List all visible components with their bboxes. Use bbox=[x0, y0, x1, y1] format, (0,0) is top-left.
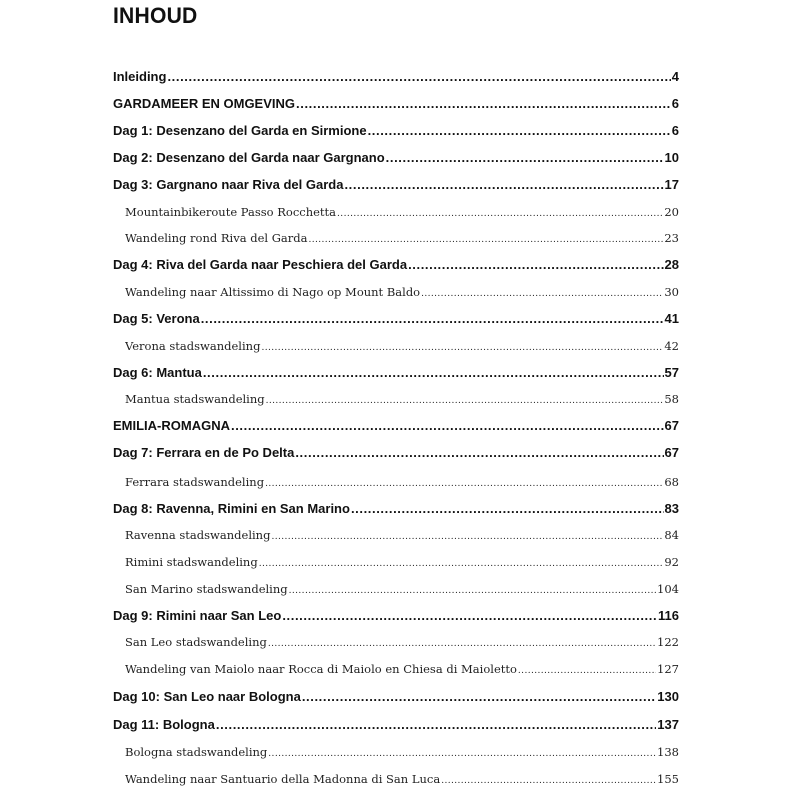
toc-page-number: 137 bbox=[657, 717, 679, 732]
dot-leader bbox=[368, 121, 671, 141]
toc-section-entry[interactable] bbox=[125, 660, 679, 678]
toc-entry-label: Dag 9: Rimini naar San Leo bbox=[113, 608, 282, 623]
toc-section-entry[interactable] bbox=[125, 473, 679, 491]
toc-entry-label: Inleiding bbox=[113, 69, 167, 84]
toc-chapter-entry[interactable] bbox=[113, 175, 679, 195]
dot-leader bbox=[261, 337, 663, 355]
toc-page-number: 6 bbox=[671, 96, 679, 111]
dot-leader bbox=[167, 67, 670, 87]
toc-chapter-entry[interactable] bbox=[113, 715, 679, 735]
toc-section-entry[interactable] bbox=[125, 633, 679, 651]
toc-entry-label: Dag 1: Desenzano del Garda en Sirmione bbox=[113, 123, 367, 138]
dot-leader bbox=[203, 363, 664, 383]
dot-leader bbox=[386, 148, 664, 168]
toc-chapter-entry[interactable] bbox=[113, 94, 679, 114]
dot-leader bbox=[337, 203, 663, 221]
toc-page-number: 130 bbox=[657, 689, 679, 704]
toc-section-entry[interactable] bbox=[125, 390, 679, 408]
toc-entry-label: Wandeling van Maiolo naar Rocca di Maiolo en Chiesa di Maioletto bbox=[125, 662, 517, 676]
toc-section-entry[interactable] bbox=[125, 580, 679, 598]
page-title: INHOUD bbox=[113, 3, 198, 28]
toc-entry-label: Dag 10: San Leo naar Bologna bbox=[113, 689, 301, 704]
toc-chapter-entry[interactable] bbox=[113, 416, 679, 436]
dot-leader bbox=[408, 255, 663, 275]
toc-page-number: 23 bbox=[664, 231, 679, 245]
toc-entry-label: Verona stadswandeling bbox=[125, 339, 261, 353]
dot-leader bbox=[302, 687, 656, 707]
toc-entry-label: Wandeling naar Altissimo di Nago op Mount Baldo bbox=[125, 285, 421, 299]
dot-leader bbox=[421, 283, 663, 301]
toc-page-number: 28 bbox=[664, 257, 679, 272]
toc-section-entry[interactable] bbox=[125, 553, 679, 571]
toc-page-number: 6 bbox=[671, 123, 679, 138]
toc-page-number: 84 bbox=[664, 528, 679, 542]
toc-entry-label: Dag 8: Ravenna, Rimini en San Marino bbox=[113, 501, 350, 516]
toc-entry-label: Dag 11: Bologna bbox=[113, 717, 215, 732]
toc-chapter-entry[interactable] bbox=[113, 309, 679, 329]
toc-entry-label: Dag 3: Gargnano naar Riva del Garda bbox=[113, 177, 344, 192]
toc-section-entry[interactable] bbox=[125, 337, 679, 355]
toc-entry-label: Dag 5: Verona bbox=[113, 311, 200, 326]
toc-section-entry[interactable] bbox=[125, 203, 679, 221]
toc-chapter-entry[interactable] bbox=[113, 499, 679, 519]
toc-page-number: 83 bbox=[664, 501, 679, 516]
dot-leader bbox=[268, 743, 656, 761]
dot-leader bbox=[289, 580, 656, 598]
dot-leader bbox=[268, 633, 656, 651]
toc-chapter-entry[interactable] bbox=[113, 255, 679, 275]
dot-leader bbox=[231, 416, 664, 436]
dot-leader bbox=[265, 473, 663, 491]
toc-page-number: 20 bbox=[664, 205, 679, 219]
toc-page-number: 68 bbox=[664, 475, 679, 489]
toc-chapter-entry[interactable] bbox=[113, 121, 679, 141]
toc-page-number: 92 bbox=[664, 555, 679, 569]
toc-entry-label: Mantua stadswandeling bbox=[125, 392, 265, 406]
toc-page-number: 155 bbox=[657, 772, 679, 786]
dot-leader bbox=[266, 390, 664, 408]
toc-entry-label: Mountainbikeroute Passo Rocchetta bbox=[125, 205, 337, 219]
toc-page-number: 138 bbox=[657, 745, 679, 759]
toc-entry-label: Wandeling rond Riva del Garda bbox=[125, 231, 308, 245]
toc-entry-label: Dag 6: Mantua bbox=[113, 365, 202, 380]
dot-leader bbox=[201, 309, 664, 329]
dot-leader bbox=[308, 229, 663, 247]
toc-page-number: 116 bbox=[658, 608, 679, 623]
toc-entry-label: Ferrara stadswandeling bbox=[125, 475, 265, 489]
toc-section-entry[interactable] bbox=[125, 743, 679, 761]
toc-page-number: 30 bbox=[664, 285, 679, 299]
toc-section-entry[interactable] bbox=[125, 283, 679, 301]
toc-page-number: 4 bbox=[671, 69, 679, 84]
toc-page-number: 10 bbox=[664, 150, 679, 165]
toc-page-number: 127 bbox=[657, 662, 679, 676]
dot-leader bbox=[259, 553, 664, 571]
toc-entry-label: Wandeling naar Santuario della Madonna di San Luca bbox=[125, 772, 441, 786]
toc-entry-label: Dag 7: Ferrara en de Po Delta bbox=[113, 445, 295, 460]
toc-page-number: 58 bbox=[664, 392, 679, 406]
toc-section-entry[interactable] bbox=[125, 526, 679, 544]
dot-leader bbox=[344, 175, 663, 195]
toc-entry-label: Dag 4: Riva del Garda naar Peschiera del Garda bbox=[113, 257, 408, 272]
toc-chapter-entry[interactable] bbox=[113, 687, 679, 707]
toc-page-number: 67 bbox=[664, 418, 679, 433]
toc-entry-label: San Marino stadswandeling bbox=[125, 582, 288, 596]
toc-entry-label: EMILIA-ROMAGNA bbox=[113, 418, 230, 433]
toc-entry-label: GARDAMEER EN OMGEVING bbox=[113, 96, 296, 111]
toc-page-number: 67 bbox=[664, 445, 679, 460]
toc-page-number: 57 bbox=[664, 365, 679, 380]
dot-leader bbox=[296, 94, 671, 114]
dot-leader bbox=[441, 770, 656, 788]
toc-chapter-entry[interactable] bbox=[113, 443, 679, 463]
toc-entry-label: Dag 2: Desenzano del Garda naar Gargnano bbox=[113, 150, 385, 165]
toc-section-entry[interactable] bbox=[125, 229, 679, 247]
toc-entry-label: San Leo stadswandeling bbox=[125, 635, 267, 649]
toc-section-entry[interactable] bbox=[125, 770, 679, 788]
toc-page-number: 41 bbox=[664, 311, 679, 326]
dot-leader bbox=[282, 606, 657, 626]
toc-entry-label: Ravenna stadswandeling bbox=[125, 528, 271, 542]
toc-chapter-entry[interactable] bbox=[113, 363, 679, 383]
toc-entry-label: Bologna stadswandeling bbox=[125, 745, 268, 759]
toc-page-number: 17 bbox=[664, 177, 679, 192]
toc-page-number: 122 bbox=[657, 635, 679, 649]
toc-chapter-entry[interactable] bbox=[113, 67, 679, 87]
toc-chapter-entry[interactable] bbox=[113, 148, 679, 168]
toc-entry-label: Rimini stadswandeling bbox=[125, 555, 258, 569]
toc-page-number: 104 bbox=[657, 582, 679, 596]
dot-leader bbox=[271, 526, 663, 544]
dot-leader bbox=[518, 660, 656, 678]
dot-leader bbox=[351, 499, 664, 519]
dot-leader bbox=[295, 443, 663, 463]
dot-leader bbox=[216, 715, 656, 735]
toc-chapter-entry[interactable] bbox=[113, 606, 679, 626]
toc-page-number: 42 bbox=[664, 339, 679, 353]
